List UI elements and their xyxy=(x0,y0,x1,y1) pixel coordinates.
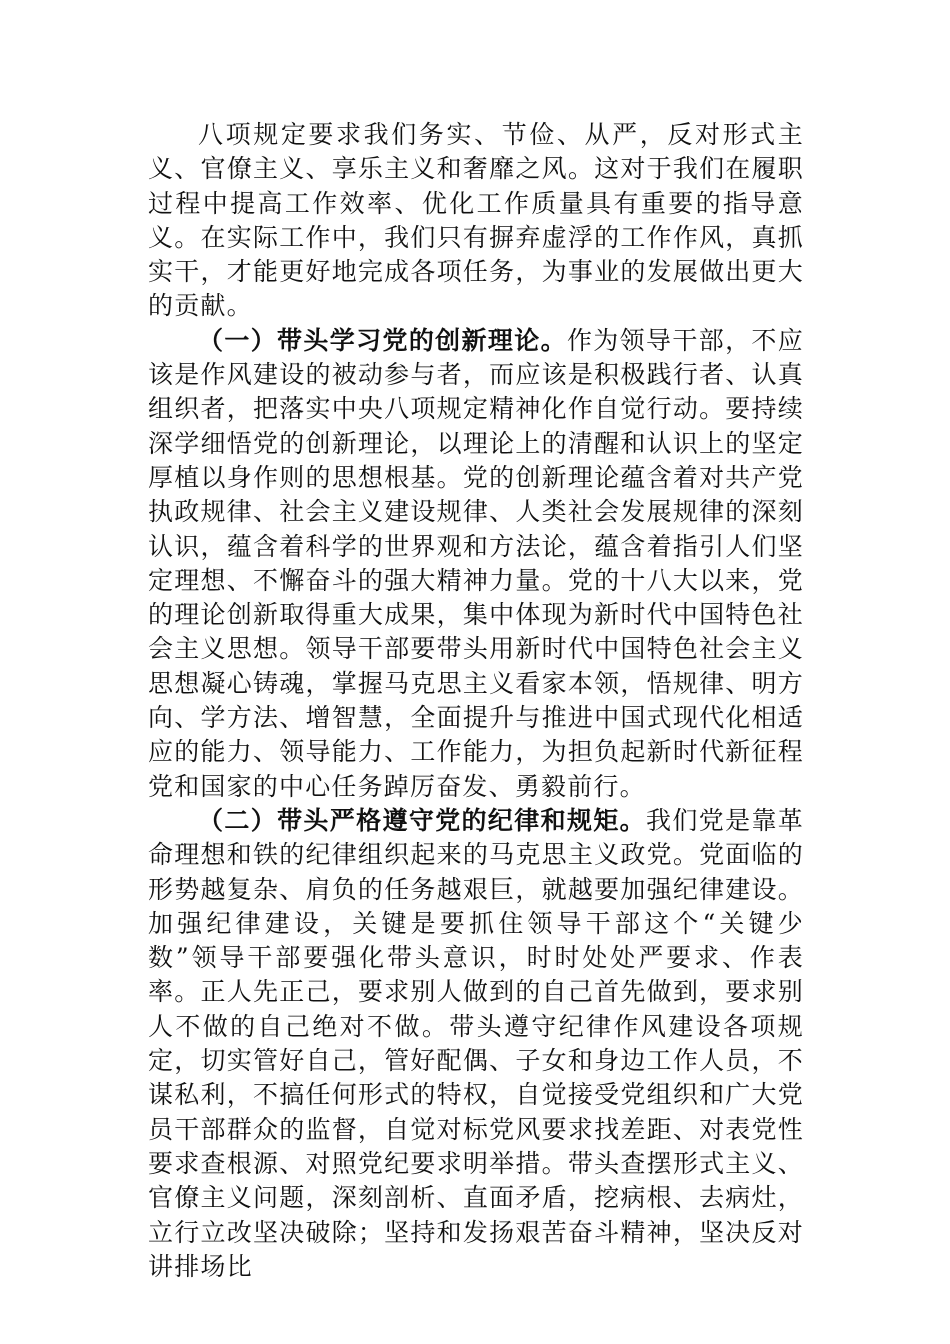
section-1-text: 作为领导干部，不应该是作风建设的被动参与者，而应该是积极践行者、认真组织者，把落实中央八项规定精神化作自觉行动。要持续深学细悟党的创新理论，以理论上的清醒和认识上的坚定厚植以身作则的思想根基。党的创新理论蕴含着对共产党执政规律、社会主义建设规律、人类社会发展规律的深刻认识，蕴含着科学的世界观和方法论，蕴含着指引人们坚定理想、不懈奋斗的强大精神力量。党的十八大以来，党的理论创新取得重大成果，集中体现为新时代中国特色社会主义思想。领导干部要带头用新时代中国特色社会主义思想凝心铸魂，掌握马克思主义看家本领，悟规律、明方向、学方法、增智慧，全面提升与推进中国式现代化相适应的能力、领导能力、工作能力，为担负起新时代新征程党和国家的中心任务踔厉奋发、勇毅前行。 xyxy=(148,325,804,801)
paragraph-intro xyxy=(148,118,804,324)
section-2-heading: （二）带头严格遵守党的纪律和规矩。 xyxy=(198,805,647,835)
paragraph-section-2 xyxy=(148,804,804,1284)
paragraph-section-1 xyxy=(148,324,804,804)
section-2-text: 我们党是靠革命理想和铁的纪律组织起来的马克思主义政党。党面临的形势越复杂、肩负的任务越艰巨，就越要加强纪律建设。加强纪律建设，关键是要抓住领导干部这个“关键少数”领导干部要强化带头意识，时时处处严要求、作表率。正人先正己，要求别人做到的自己首先做到，要求别人不做的自己绝对不做。带头遵守纪律作风建设各项规定，切实管好自己，管好配偶、子女和身边工作人员，不谋私利，不搞任何形式的特权，自觉接受党组织和广大党员干部群众的监督，自觉对标党风要求找差距、对表党性要求查根源、对照党纪要求明举措。带头查摆形式主义、官僚主义问题，深刻剖析、直面矛盾，挖病根、去病灶，立行立改坚决破除；坚持和发扬艰苦奋斗精神，坚决反对讲排场比 xyxy=(148,805,805,1281)
paragraph-intro-text: 八项规定要求我们务实、节俭、从严，反对形式主义、官僚主义、享乐主义和奢靡之风。这对于我们在履职过程中提高工作效率、优化工作质量具有重要的指导意义。在实际工作中，我们只有摒弃虚浮的工作作风，真抓实干，才能更好地完成各项任务，为事业的发展做出更大的贡献。 xyxy=(148,120,804,321)
section-1-heading: （一）带头学习党的创新理论。 xyxy=(198,325,567,355)
document-body xyxy=(148,118,804,1284)
